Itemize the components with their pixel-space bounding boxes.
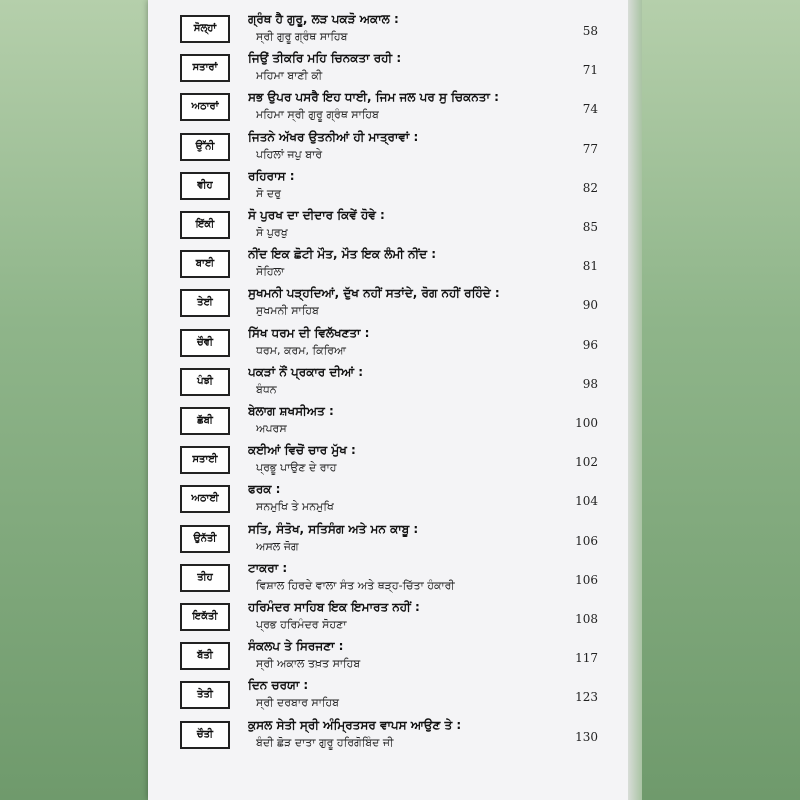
chapter-title: ਸੋ ਪੁਰਖ ਦਾ ਦੀਦਾਰ ਕਿਵੇਂ ਹੋਵੇ : xyxy=(248,208,385,222)
toc-entry[interactable] xyxy=(148,522,628,560)
page-number: 123 xyxy=(575,690,598,705)
chapter-subtitle: ਮਹਿਮਾ ਸ੍ਰੀ ਗੁਰੂ ਗ੍ਰੰਥ ਸਾਹਿਬ xyxy=(256,108,379,122)
page-number: 81 xyxy=(582,259,598,274)
page-number: 90 xyxy=(582,298,598,313)
toc-entry[interactable] xyxy=(148,561,628,599)
toc-entry[interactable] xyxy=(148,326,628,364)
page-number: 74 xyxy=(582,102,598,117)
chapter-title: ਫਰਕ : xyxy=(248,482,281,497)
toc-entry[interactable] xyxy=(148,678,628,716)
chapter-number-label: ਵੀਹ xyxy=(180,172,230,200)
chapter-title: ਜਿਉਂ ਤੀਕਰਿ ਮਹਿ ਚਿਨਕਤਾ ਰਹੀ : xyxy=(248,51,402,66)
page-number: 77 xyxy=(582,141,598,156)
page-number: 108 xyxy=(575,612,598,626)
chapter-title: ਹਰਿਮੰਦਰ ਸਾਹਿਬ ਇਕ ਇਮਾਰਤ ਨਹੀਂ : xyxy=(248,600,420,614)
page-number: 104 xyxy=(575,494,598,509)
chapter-subtitle: ਬੰਦੀ ਛੋੜ ਦਾਤਾ ਗੁਰੂ ਹਰਿਗੋਬਿੰਦ ਜੀ xyxy=(256,735,394,749)
chapter-title: ਗ੍ਰੰਥ ਹੈ ਗੁਰੂ, ਲੜ ਪਕੜੋ ਅਕਾਲ : xyxy=(248,12,399,26)
chapter-subtitle: ਸ੍ਰੀ ਗੁਰੂ ਗ੍ਰੰਥ ਸਾਹਿਬ xyxy=(256,30,348,43)
chapter-number-label: ਸੋਲ੍ਹਾਂ xyxy=(180,15,230,43)
chapter-subtitle: ਪ੍ਰਭੂ ਪਾਉਣ ਦੇ ਰਾਹ xyxy=(256,461,337,475)
chapter-title: ਕੁਸਲ ਸੇਤੀ ਸ੍ਰੀ ਅੰਮ੍ਰਿਤਸਰ ਵਾਪਸ ਆਉਣ ਤੇ : xyxy=(248,717,462,732)
page-number: 71 xyxy=(582,63,598,78)
chapter-subtitle: ਪ੍ਰਭ ਹਰਿਮੰਦਰ ਸੋਹਣਾ xyxy=(256,618,347,631)
chapter-number-label: ਬਾਈ xyxy=(180,250,230,278)
toc-entry[interactable] xyxy=(148,247,628,285)
toc-entry[interactable] xyxy=(148,404,628,442)
chapter-number-label: ਚੌਤੀ xyxy=(180,721,230,749)
chapter-subtitle: ਸ੍ਰੀ ਅਕਾਲ ਤਖ਼ਤ ਸਾਹਿਬ xyxy=(256,657,361,671)
chapter-title: ਟਾਕਰਾ : xyxy=(248,560,288,575)
chapter-title: ਬੇਲਾਗ ਸ਼ਖਸੀਅਤ : xyxy=(248,404,334,418)
chapter-subtitle: ਪਹਿਲਾਂ ਜਪੁ ਬਾਰੇ xyxy=(256,147,323,161)
toc-entry[interactable] xyxy=(148,718,628,756)
page-number: 98 xyxy=(582,376,598,391)
toc-entry[interactable] xyxy=(148,90,628,128)
chapter-number-label: ਪੰਝੀ xyxy=(180,368,230,396)
toc-entry[interactable] xyxy=(148,286,628,324)
toc-entry[interactable] xyxy=(148,482,628,520)
toc-entry[interactable] xyxy=(148,12,628,50)
chapter-subtitle: ਸਨਮੁਖਿ ਤੇ ਮਨਮੁਖਿ xyxy=(256,500,334,514)
chapter-title: ਸੁਖਮਨੀ ਪੜ੍ਹਦਿਆਂ, ਦੁੱਖ ਨਹੀਂ ਸਤਾਂਦੇ, ਰੋਗ ਨਹੀਂ ਰਹਿੰਦੇ : xyxy=(248,286,500,301)
chapter-title: ਸਤਿ, ਸੰਤੋਖ, ਸਤਿਸੰਗ ਅਤੇ ਮਨ ਕਾਬੂ : xyxy=(248,521,419,536)
toc-entry[interactable] xyxy=(148,169,628,207)
chapter-number-label: ਅਠਾਰਾਂ xyxy=(180,93,230,121)
page-number: 117 xyxy=(575,651,598,666)
chapter-number-label: ਉੱਨੀ xyxy=(180,133,230,161)
chapter-number-label: ਅਠਾਈ xyxy=(180,485,230,513)
book-page xyxy=(148,0,628,800)
chapter-title: ਰਹਿਰਾਸ : xyxy=(248,168,295,183)
chapter-number-label: ਤੇਈ xyxy=(180,289,230,317)
chapter-subtitle: ਅਪਰਸ xyxy=(256,422,287,435)
chapter-number-label: ਇੱਕੀ xyxy=(180,211,230,239)
chapter-subtitle: ਸੋ ਦਰੁ xyxy=(256,186,281,200)
chapter-number-label: ਛੱਬੀ xyxy=(180,407,230,435)
page-number: 82 xyxy=(582,180,598,195)
page-number: 106 xyxy=(575,533,598,548)
page-number: 102 xyxy=(575,455,598,470)
chapter-title: ਨੀਂਦ ਇਕ ਛੋਟੀ ਮੌਤ, ਮੌਤ ਇਕ ਲੰਮੀ ਨੀਂਦ : xyxy=(248,247,437,262)
chapter-number-label: ਚੌਵੀ xyxy=(180,329,230,357)
toc-entry[interactable] xyxy=(148,208,628,246)
table-of-contents xyxy=(148,0,628,800)
toc-entry[interactable] xyxy=(148,639,628,677)
chapter-subtitle: ਮਹਿਮਾ ਬਾਣੀ ਕੀ xyxy=(256,69,323,83)
chapter-subtitle: ਧਰਮ, ਕਰਮ, ਕਿਰਿਆ xyxy=(256,343,346,357)
chapter-subtitle: ਸੁਖਮਨੀ ਸਾਹਿਬ xyxy=(256,304,319,318)
chapter-title: ਸਿੱਖ ਧਰਮ ਦੀ ਵਿਲੱਖਣਤਾ : xyxy=(248,325,370,340)
page-number: 106 xyxy=(575,572,598,587)
page-number: 100 xyxy=(575,416,598,430)
chapter-subtitle: ਬੰਧਨ xyxy=(256,382,277,396)
chapter-subtitle: ਸੋ ਪੁਰਖੁ xyxy=(256,226,288,239)
toc-entry[interactable] xyxy=(148,365,628,403)
chapter-title: ਸੰਕਲਪ ਤੇ ਸਿਰਜਣਾ : xyxy=(248,639,344,654)
chapter-subtitle: ਅਸਲ ਜੋਗ xyxy=(256,539,299,553)
chapter-number-label: ਇਕੱਤੀ xyxy=(180,603,230,631)
chapter-subtitle: ਸੋਹਿਲਾ xyxy=(256,265,285,279)
page-number: 58 xyxy=(582,24,598,38)
chapter-subtitle: ਸ੍ਰੀ ਦਰਬਾਰ ਸਾਹਿਬ xyxy=(256,696,340,710)
chapter-number-label: ਤੇਤੀ xyxy=(180,681,230,709)
chapter-number-label: ਸਤਾਰਾਂ xyxy=(180,54,230,82)
chapter-title: ਸਭ ਉਪਰ ਪਸਰੈ ਇਹ ਧਾਈ, ਜਿਮ ਜਲ ਪਰ ਸੁ ਚਿਕਨਤਾ : xyxy=(248,90,499,105)
toc-entry[interactable] xyxy=(148,600,628,638)
chapter-subtitle: ਵਿਸ਼ਾਲ ਹਿਰਦੇ ਵਾਲਾ ਸੰਤ ਅਤੇ ਥੜ੍ਹ-ਚਿੱਤਾ ਹੰਕਾਰੀ xyxy=(256,578,455,592)
chapter-number-label: ਬੱਤੀ xyxy=(180,642,230,670)
chapter-number-label: ਤੀਹ xyxy=(180,564,230,592)
chapter-title: ਦਿਨ ਚਰਯਾ : xyxy=(248,678,309,693)
page-number: 96 xyxy=(582,337,598,352)
chapter-number-label: ਸਤਾਈ xyxy=(180,446,230,474)
chapter-title: ਪਕੜਾਂ ਨੌਂ ਪ੍ਰਕਾਰ ਦੀਆਂ : xyxy=(248,364,364,379)
chapter-title: ਕਈਆਂ ਵਿਚੋਂ ਚਾਰ ਮੁੱਖ : xyxy=(248,443,356,458)
toc-entry[interactable] xyxy=(148,443,628,481)
toc-entry[interactable] xyxy=(148,130,628,168)
toc-entry[interactable] xyxy=(148,51,628,89)
chapter-title: ਜਿਤਨੇ ਅੱਖਰ ਉਤਨੀਆਂ ਹੀ ਮਾਤ੍ਰਾਵਾਂ : xyxy=(248,129,419,144)
chapter-number-label: ਉਨੱਤੀ xyxy=(180,525,230,553)
page-number: 130 xyxy=(575,729,598,744)
page-number: 85 xyxy=(582,220,598,234)
